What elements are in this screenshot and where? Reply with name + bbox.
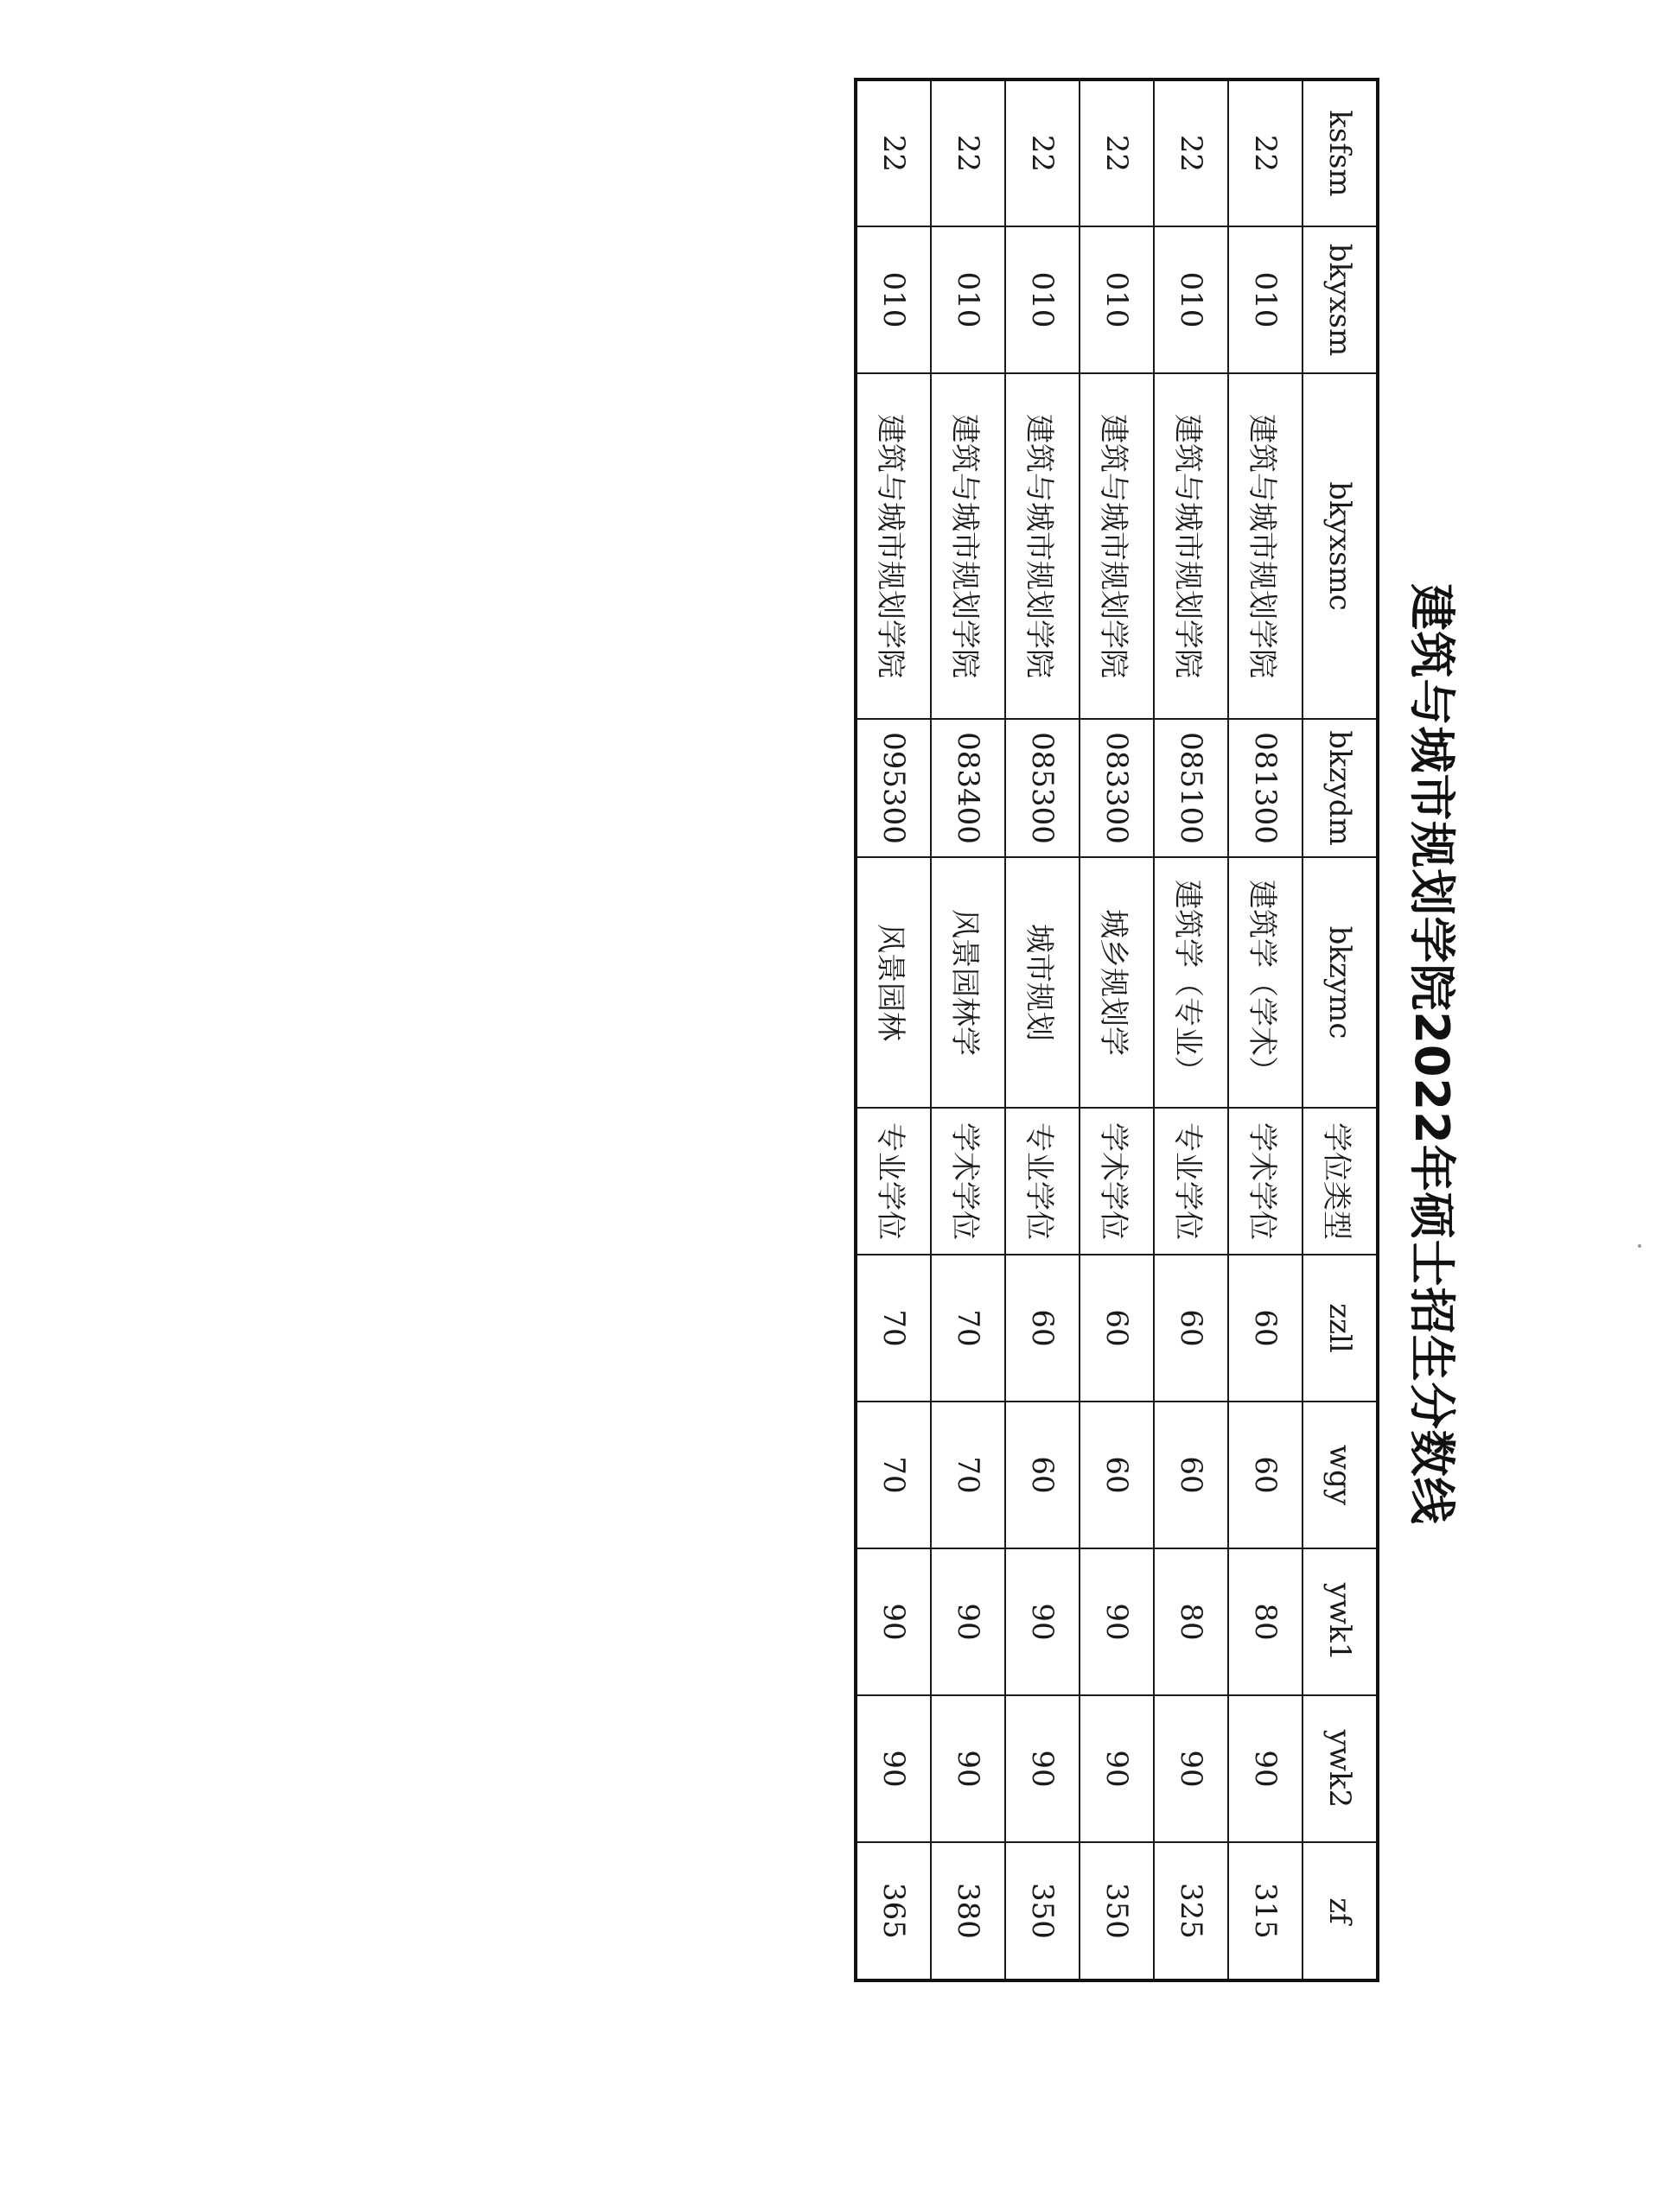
header-bkzydm: bkzydm xyxy=(1303,719,1378,857)
cell-wgy: 60 xyxy=(1228,1402,1303,1548)
cell-bkyxsm: 010 xyxy=(1080,226,1154,373)
cell-ksfsm: 22 xyxy=(1154,79,1228,226)
header-zzll: zzll xyxy=(1303,1255,1378,1402)
cell-zzll: 60 xyxy=(1080,1255,1154,1402)
cell-bkyxsm: 010 xyxy=(1154,226,1228,373)
cell-degree-type: 专业学位 xyxy=(856,1108,931,1255)
cell-ywk1: 90 xyxy=(1005,1548,1080,1695)
cell-ksfsm: 22 xyxy=(1080,79,1154,226)
cell-bkyxsm: 010 xyxy=(1005,226,1080,373)
cell-ksfsm: 22 xyxy=(931,79,1005,226)
cell-bkzydm: 095300 xyxy=(856,719,931,857)
cell-degree-type: 学术学位 xyxy=(931,1108,1005,1255)
cell-bkzymc: 城市规划 xyxy=(1005,857,1080,1108)
cell-ywk2: 90 xyxy=(931,1695,1005,1842)
cell-bkyxsm: 010 xyxy=(931,226,1005,373)
cell-zzll: 70 xyxy=(856,1255,931,1402)
header-wgy: wgy xyxy=(1303,1402,1378,1548)
cell-ywk2: 90 xyxy=(1005,1695,1080,1842)
header-ywk1: ywk1 xyxy=(1303,1548,1378,1695)
cell-ywk1: 80 xyxy=(1228,1548,1303,1695)
cell-ywk1: 90 xyxy=(856,1548,931,1695)
cell-bkyxsmc: 建筑与城市规划学院 xyxy=(1154,373,1228,719)
table-row xyxy=(1005,79,1080,1980)
header-zf: zf xyxy=(1303,1842,1378,1980)
cell-ywk2: 90 xyxy=(856,1695,931,1842)
cell-bkzydm: 085100 xyxy=(1154,719,1228,857)
table-row xyxy=(856,79,931,1980)
cell-ywk2: 90 xyxy=(1154,1695,1228,1842)
cell-bkyxsm: 010 xyxy=(1228,226,1303,373)
cell-bkyxsm: 010 xyxy=(856,226,931,373)
cell-bkzydm: 085300 xyxy=(1005,719,1080,857)
cell-zf: 350 xyxy=(1080,1842,1154,1980)
cell-bkzymc: 风景园林学 xyxy=(931,857,1005,1108)
table-header-row xyxy=(1303,79,1378,1980)
cell-bkzymc: 风景园林 xyxy=(856,857,931,1108)
cell-bkzymc: 城乡规划学 xyxy=(1080,857,1154,1108)
table-row xyxy=(1228,79,1303,1980)
scan-speck xyxy=(1638,1244,1641,1248)
cell-ywk2: 90 xyxy=(1228,1695,1303,1842)
cell-zf: 365 xyxy=(856,1842,931,1980)
cell-ywk1: 80 xyxy=(1154,1548,1228,1695)
cell-bkyxsmc: 建筑与城市规划学院 xyxy=(856,373,931,719)
cell-bkyxsmc: 建筑与城市规划学院 xyxy=(1228,373,1303,719)
cell-zzll: 60 xyxy=(1228,1255,1303,1402)
cell-bkyxsmc: 建筑与城市规划学院 xyxy=(1080,373,1154,719)
cell-degree-type: 专业学位 xyxy=(1154,1108,1228,1255)
header-bkyxsmc: bkyxsmc xyxy=(1303,373,1378,719)
cell-ksfsm: 22 xyxy=(1228,79,1303,226)
header-ksfsm: ksfsm xyxy=(1303,79,1378,226)
cell-wgy: 70 xyxy=(931,1402,1005,1548)
cell-bkzydm: 081300 xyxy=(1228,719,1303,857)
cell-ywk1: 90 xyxy=(931,1548,1005,1695)
header-ywk2: ywk2 xyxy=(1303,1695,1378,1842)
cell-ksfsm: 22 xyxy=(1005,79,1080,226)
cell-zzll: 60 xyxy=(1005,1255,1080,1402)
cell-zzll: 60 xyxy=(1154,1255,1228,1402)
cell-zf: 350 xyxy=(1005,1842,1080,1980)
header-degree-type: 学位类型 xyxy=(1303,1108,1378,1255)
document-title: 建筑与城市规划学院2022年硕士招生分数线 xyxy=(1404,583,1459,1525)
cell-wgy: 70 xyxy=(856,1402,931,1548)
cell-ywk2: 90 xyxy=(1080,1695,1154,1842)
cell-bkzydm: 083400 xyxy=(931,719,1005,857)
table-row xyxy=(1154,79,1228,1980)
cell-bkzymc: 建筑学（学术） xyxy=(1228,857,1303,1108)
cell-zf: 325 xyxy=(1154,1842,1228,1980)
cell-wgy: 60 xyxy=(1080,1402,1154,1548)
header-bkzymc: bkzymc xyxy=(1303,857,1378,1108)
cell-bkyxsmc: 建筑与城市规划学院 xyxy=(931,373,1005,719)
header-bkyxsm: bkyxsm xyxy=(1303,226,1378,373)
cell-ksfsm: 22 xyxy=(856,79,931,226)
cell-zzll: 70 xyxy=(931,1255,1005,1402)
cell-degree-type: 专业学位 xyxy=(1005,1108,1080,1255)
admission-score-table xyxy=(854,78,1379,1982)
cell-bkyxsmc: 建筑与城市规划学院 xyxy=(1005,373,1080,719)
cell-zf: 315 xyxy=(1228,1842,1303,1980)
rotated-document-page xyxy=(0,60,1483,2048)
cell-ywk1: 90 xyxy=(1080,1548,1154,1695)
cell-wgy: 60 xyxy=(1005,1402,1080,1548)
cell-zf: 380 xyxy=(931,1842,1005,1980)
cell-wgy: 60 xyxy=(1154,1402,1228,1548)
cell-degree-type: 学术学位 xyxy=(1228,1108,1303,1255)
cell-degree-type: 学术学位 xyxy=(1080,1108,1154,1255)
table-row xyxy=(931,79,1005,1980)
cell-bkzymc: 建筑学（专业） xyxy=(1154,857,1228,1108)
table-row xyxy=(1080,79,1154,1980)
cell-bkzydm: 083300 xyxy=(1080,719,1154,857)
